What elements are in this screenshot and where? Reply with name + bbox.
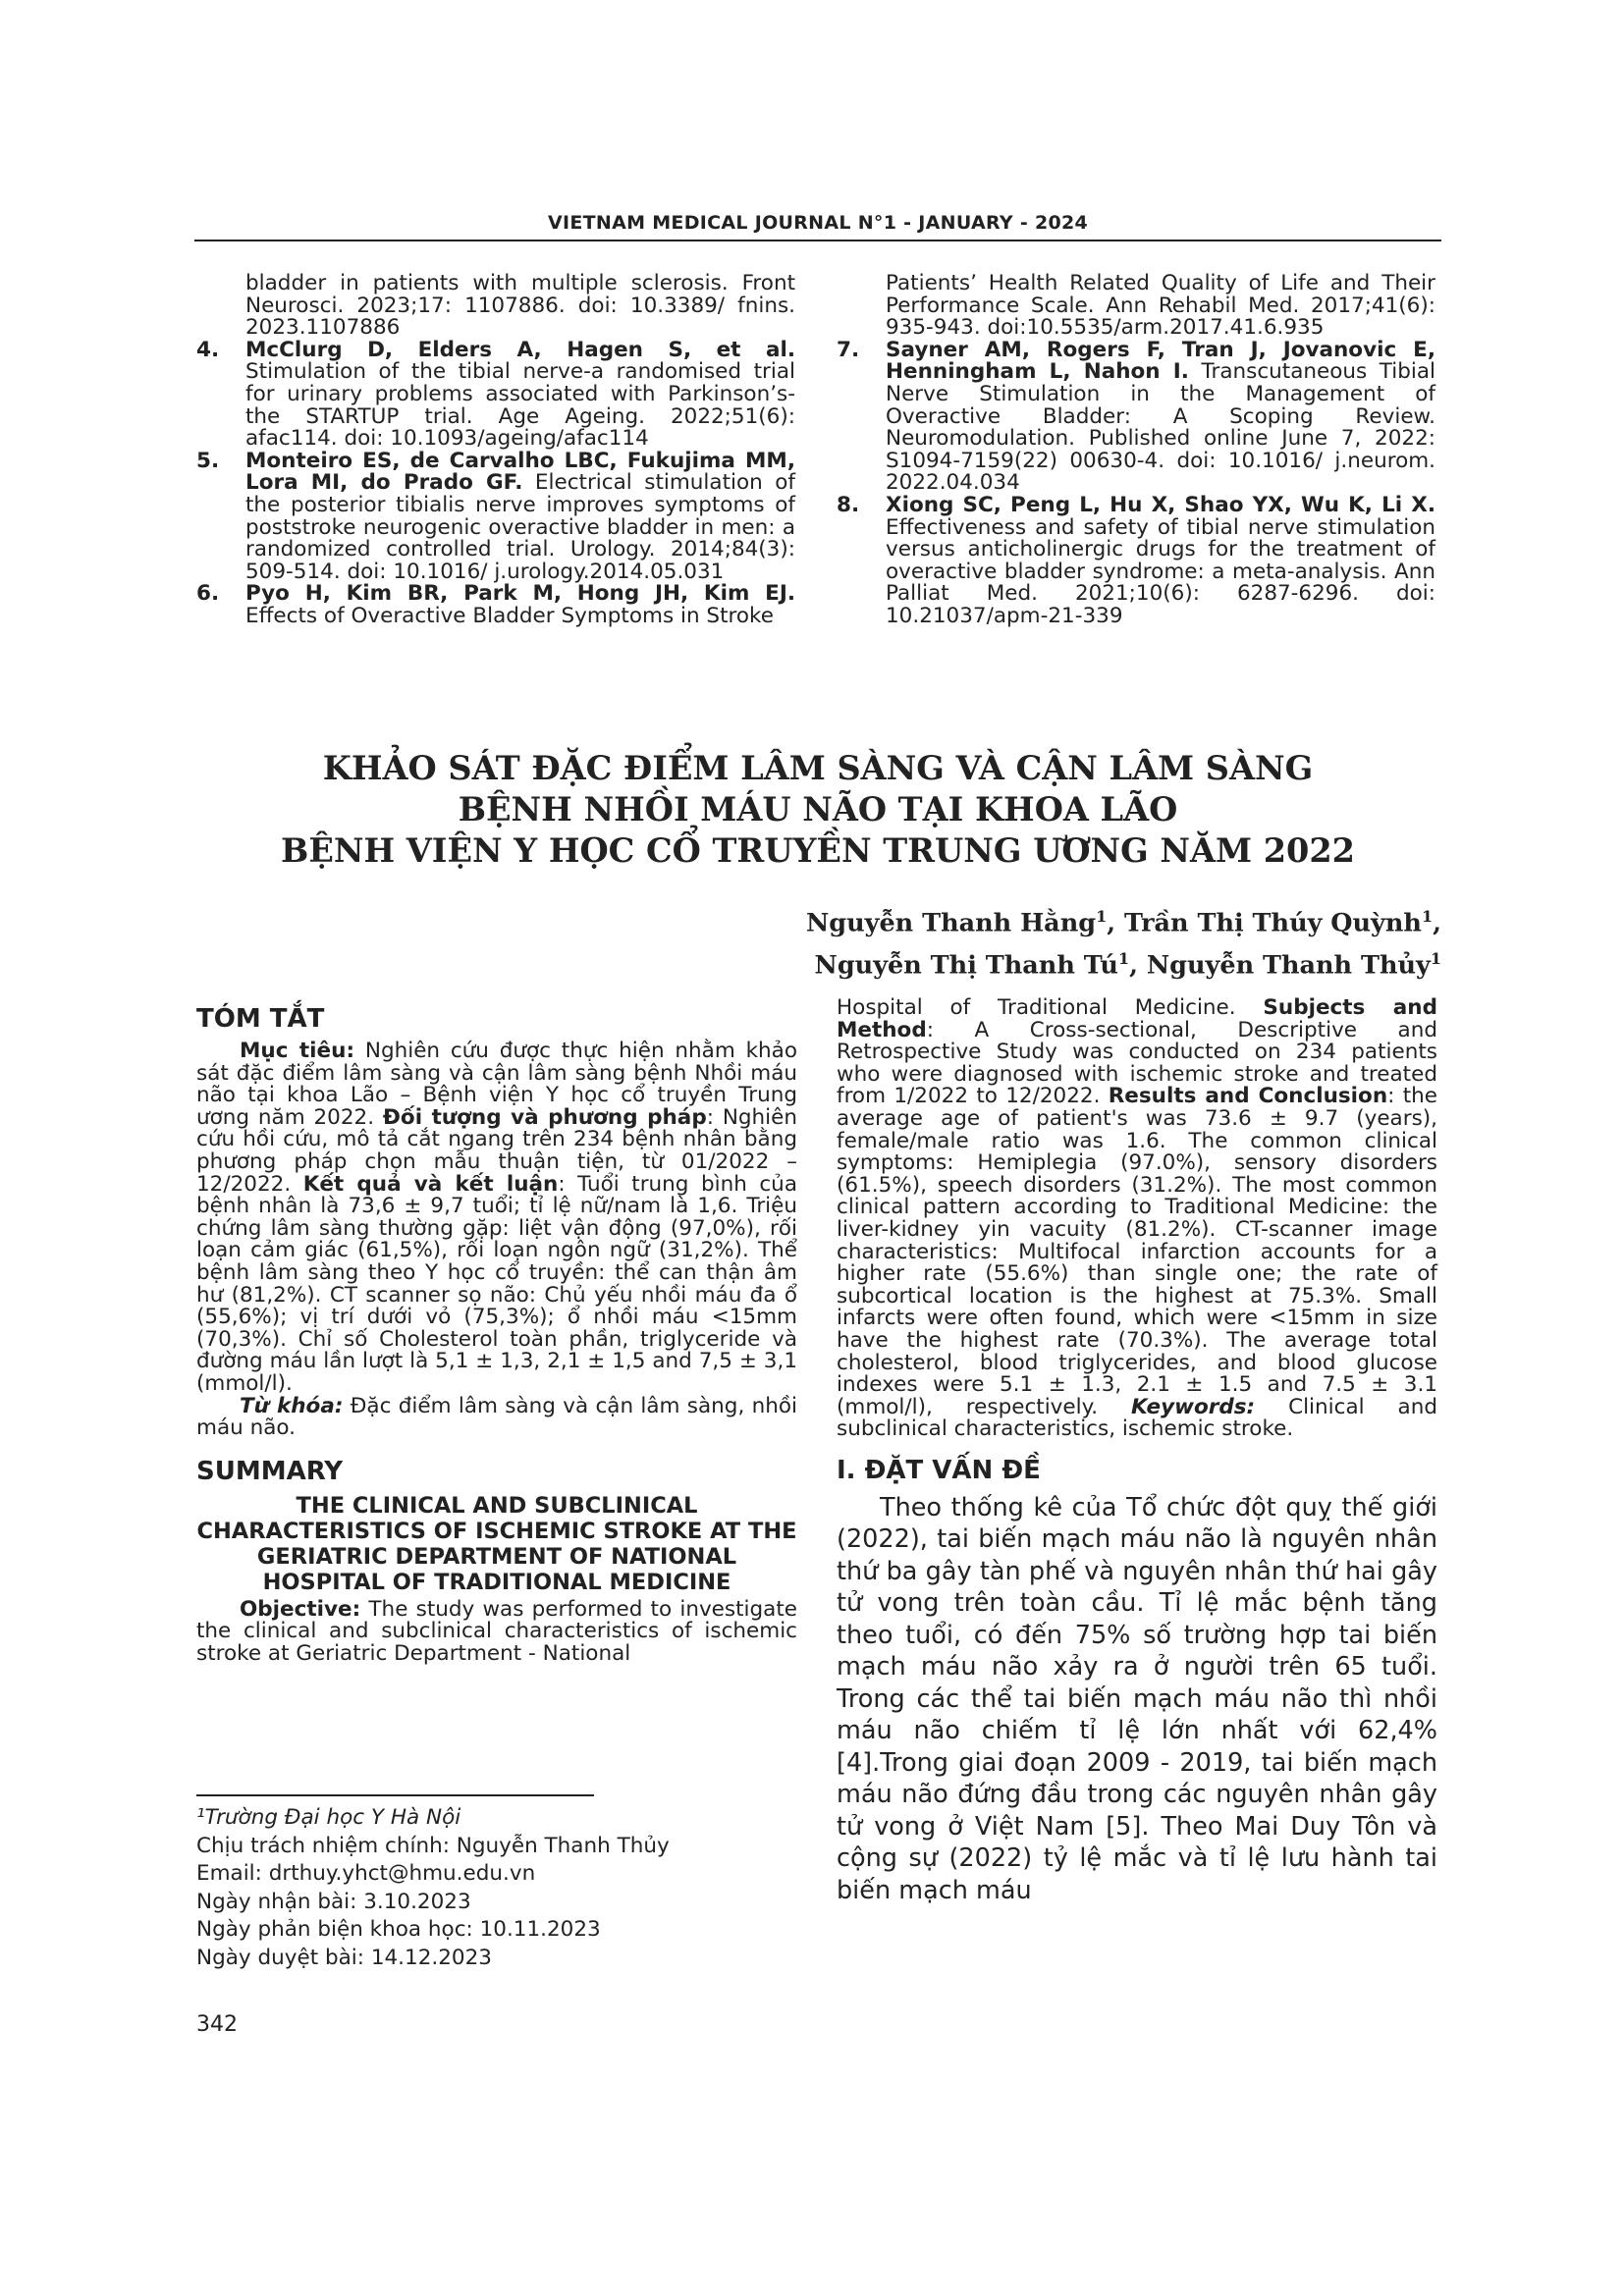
reference-authors: Monteiro ES, de Carvalho LBC, Fukujima MM, Lora MI, do Prado GF. [245, 448, 795, 496]
keywords-label: Từ khóa: [240, 1393, 344, 1418]
affiliation-mark: 1 [1117, 948, 1130, 968]
reference-text: Electrical stimulation of the posterior tibialis nerve improves symptoms of poststroke neurogenic overactive bladder in men: a randomized controlled trial. Urology. 2014;84(3): 509-514. doi: 10.1016/ j.urology.2014.05.031 [245, 470, 795, 584]
footnotes [196, 1804, 670, 1972]
reference-text: Patients’ Health Related Quality of Life and Their Performance Scale. Ann Rehabil Med. 2017;41(6): 935-943. doi:10.5535/arm.2017.41.6.935 [886, 271, 1435, 341]
title-line: BỆNH VIỆN Y HỌC CỔ TRUYỀN TRUNG ƯƠNG NĂM 2022 [281, 831, 1355, 870]
reference-item [196, 583, 795, 627]
abstract-text: : Tuổi trung bình của bệnh nhân là 73,6 ± 9,7 tuổi; tỉ lệ nữ/nam là 1,6. Triệu chứng lâm sàng thường gặp: liệt vận động (97,0%), rối loạn cảm giác (61,5%), rối loạn ngôn ngữ (31,2%). Thể bệnh lâm sàng theo Y học cổ truyền: thể can thận âm hư (81,2%). CT scanner sọ não: Chủ yếu nhồi máu đa ổ (55,6%); vị trí dưới vỏ (75,3%); ổ nhồi máu <15mm (70,3%). Chỉ số Cholesterol toàn phần, triglyceride và đường máu lần lượt là 5,1 ± 1,3, 2,1 ± 1,5 and 7,5 ± 3,1 (mmol/l). [196, 1171, 797, 1396]
responsible-author: Chịu trách nhiệm chính: Nguyễn Thanh Thủy [196, 1833, 670, 1858]
reference-text: Transcutaneous Tibial Nerve Stimulation in the Management of Overactive Bladder: A Scoping Review. Neuromodulation. Published online June 7, 2022: S1094-7159(22) 00630-4. doi: 10.1016/ j.neurom. 2022.04.034 [886, 359, 1435, 496]
label-bold: Đối tượng và phương pháp [382, 1104, 707, 1130]
page-number: 342 [196, 2012, 238, 2037]
reference-text: Effects of Overactive Bladder Symptoms in Stroke [245, 603, 774, 628]
references-right [837, 273, 1435, 628]
left-column [196, 997, 797, 1665]
keywords-text: Đặc điểm lâm sàng và cận lâm sàng, nhồi máu não. [196, 1393, 797, 1441]
affiliation-note: ¹Trường Đại học Y Hà Nội [196, 1805, 461, 1830]
section-heading: I. ĐẶT VẤN ĐỀ [837, 1455, 1041, 1485]
reference-text: Stimulation of the tibial nerve-a randomised trial for urinary problems associated with Parkinson’s-the STARTUP trial. Age Ageing. 2022;51(6): afac114. doi: 10.1093/ageing/afac114 [245, 359, 795, 452]
reference-number: 4. [196, 337, 220, 362]
label-bold: Mục tiêu: [240, 1039, 355, 1063]
reference-authors: Sayner AM, Rogers F, Tran J, Jovanovic E, Henningham L, Nahon I. [886, 337, 1435, 385]
reference-number: 8. [837, 492, 860, 517]
author-name: Nguyễn Thị Thanh Tú [814, 950, 1118, 980]
section-heading: TÓM TẮT [196, 1004, 325, 1034]
title-line: BỆNH NHỒI MÁU NÃO TẠI KHOA LÃO [458, 790, 1178, 828]
summary-text: : the average age of patient's was 73.6 ± 9.7 (years), female/male ratio was 1.6. The common clinical symptoms: Hemiplegia (97.0%), sensory disorders (61.5%), speech disorders (31.2%). The most common clinical pattern according to Traditional Medicine: the liver-kidney yin vacuity (81.2%). CT-scanner image characteristics: Multifocal infarction accounts for a higher rate (55.6%) than single one; the rate of subcortical location is the highest at 75.3%. Small infarcts were often found, which were <15mm in size have the highest rate (70.3%). The average total cholesterol, blood triglycerides, and blood glucose indexes were 5.1 ± 1.3, 2.1 ± 1.5 and 7.5 ± 3.1 (mmol/l), respectively. [837, 1084, 1437, 1419]
reference-cont [837, 273, 1435, 340]
approved-date: Ngày duyệt bài: 14.12.2023 [196, 1945, 492, 1970]
reference-number: 5. [196, 448, 220, 473]
affiliation-mark: 1 [1430, 948, 1441, 968]
author-list [806, 899, 1441, 983]
reference-cont [196, 273, 795, 340]
keywords-paragraph [196, 1393, 797, 1441]
author-name: Nguyễn Thanh Hằng [805, 908, 1097, 938]
right-column [837, 997, 1437, 1906]
reference-item [837, 492, 1435, 628]
summary-paragraph [837, 997, 1437, 1441]
keywords-text: Clinical and subclinical characteristics, ischemic stroke. [837, 1394, 1437, 1442]
abstract-text: : Nghiên cứu hồi cứu, mô tả cắt ngang trên 234 bệnh nhân bằng phương pháp chọn mẫu thuận tiện, từ 01/2022 – 12/2022. [196, 1104, 797, 1197]
received-date: Ngày nhận bài: 3.10.2023 [196, 1889, 471, 1914]
intro-paragraph: Theo thống kê của Tổ chức đột quỵ thế giới (2022), tai biến mạch máu não là nguyên nhân thứ ba gây tàn phế và nguyên nhân thứ hai gây tử vong trên toàn cầu. Tỉ lệ mắc bệnh tăng theo tuổi, có đến 75% số trường hợp tai biến mạch máu não xảy ra ở người trên 65 tuổi. Trong các thể tai biến mạch máu não thì nhồi máu não chiếm tỉ lệ lớn nhất với 62,4% [4].Trong giai đoạn 2009 - 2019, tai biến mạch máu não đứng đầu trong các nguyên nhân gây tử vong ở Việt Nam [5]. Theo Mai Duy Tôn và cộng sự (2022) tỷ lệ mắc và tỉ lệ lưu hành tai biến mạch máu [837, 1492, 1437, 1905]
keywords-label: Keywords: [1131, 1394, 1256, 1419]
summary-title: THE CLINICAL AND SUBCLINICAL CHARACTERISTICS OF ISCHEMIC STROKE AT THE GERIATRIC DEPARTMENT OF NATIONAL HOSPITAL OF TRADITIONAL MEDICINE [196, 1492, 797, 1595]
label-bold: Results and Conclusion [1108, 1084, 1388, 1109]
reference-authors: Xiong SC, Peng L, Hu X, Shao YX, Wu K, Li X. [886, 492, 1435, 517]
reference-authors: McClurg D, Elders A, Hagen S, et al. [245, 337, 795, 362]
reference-authors: Pyo H, Kim BR, Park M, Hong JH, Kim EJ. [245, 581, 795, 607]
author-name: Trần Thị Thúy Quỳnh [1123, 908, 1422, 938]
author-line: Nguyễn Thị Thanh $Tú^1$, Nguyễn Thanh Thủy$^1$ [814, 948, 1441, 980]
summary-text: The study was performed to investigate the clinical and subclinical characteristics of ischemic stroke at Geriatric Department - National [196, 1596, 797, 1666]
summary-text: Hospital of Traditional Medicine. [837, 995, 1264, 1020]
reviewed-date: Ngày phản biện khoa học: 10.11.2023 [196, 1917, 601, 1942]
label-bold: Kết quả và kết luận [302, 1171, 559, 1197]
footnote-rule [196, 1794, 594, 1796]
reference-text: bladder in patients with multiple sclerosis. Front Neurosci. 2023;17: 1107886. doi: 10.3389/ fnins. 2023.1107886 [245, 271, 795, 341]
reference-item [196, 337, 795, 452]
journal-header: VIETNAM MEDICAL JOURNAL N°1 - JANUARY - 2024 [547, 212, 1089, 234]
references-left [196, 273, 795, 628]
header-rule [194, 240, 1441, 241]
author-line: Nguyễn Thanh Hằng$^1$, Trần Thị Thúy Quỳnh$^1$, [805, 907, 1441, 938]
reference-item [837, 337, 1435, 496]
email-note: Email: drthuy.yhct@hmu.edu.vn [196, 1861, 536, 1886]
reference-number: 6. [196, 581, 220, 607]
abstract-paragraph [196, 1041, 797, 1396]
affiliation-mark: 1 [1096, 907, 1108, 926]
summary-paragraph [196, 1596, 797, 1666]
title-line: KHẢO SÁT ĐẶC ĐIỂM LÂM SÀNG VÀ CẬN LÂM SÀNG [322, 749, 1314, 787]
label-bold: Objective: [240, 1596, 361, 1622]
abstract-text: Nghiên cứu được thực hiện nhằm khảo sát đặc điểm lâm sàng và cận lâm sàng bệnh Nhồi máu não tại khoa Lão – Bệnh viện Y học cổ truyền Trung ương năm 2022. [196, 1039, 797, 1130]
reference-text: Effectiveness and safety of tibial nerve stimulation versus anticholinergic drugs for the treatment of overactive bladder syndrome: a meta-analysis. Ann Palliat Med. 2021;10(6): 6287-6296. doi: 10.21037/apm-21-339 [886, 514, 1435, 628]
author-name: Nguyễn Thanh Thủy [1146, 950, 1431, 980]
affiliation-mark: 1 [1421, 907, 1434, 926]
article-title [194, 748, 1441, 872]
reference-item [196, 448, 795, 584]
reference-number: 7. [837, 337, 860, 362]
section-heading: SUMMARY [196, 1456, 344, 1486]
summary-text: : A Cross-sectional, Descriptive and Retrospective Study was conducted on 234 patients who were diagnosed with ischemic stroke and treated from 1/2022 to 12/2022. [837, 1017, 1437, 1109]
label-bold: Subjects and Method [837, 995, 1437, 1042]
